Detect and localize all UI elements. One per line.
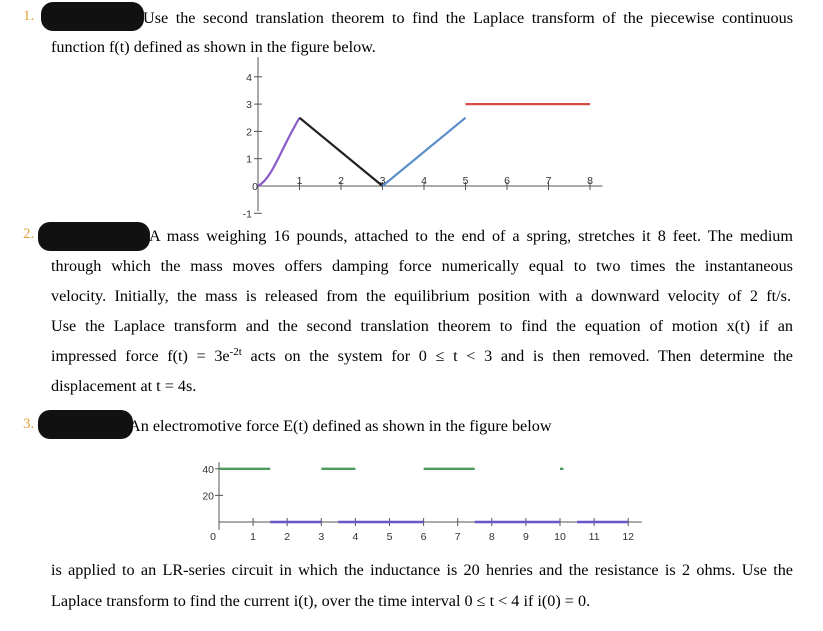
problem-3-number: 3. (23, 416, 35, 432)
problem-3-line-1: An electromotive force E(t) defined as shown in the figure below (129, 417, 552, 435)
x-tick-label: 9 (522, 531, 529, 543)
x-tick-label: 7 (545, 175, 552, 187)
x-tick-label: 0 (252, 181, 258, 193)
problem-1-line-2: function f(t) defined as shown in the figure below. (51, 38, 376, 56)
problem-1-line-1: Use the second translation theorem to find the Laplace transform of the piecewise continuous (143, 9, 793, 27)
x-tick-label: 2 (284, 531, 291, 543)
y-tick-label: 1 (246, 153, 252, 166)
x-tick-label: 5 (386, 531, 393, 543)
x-tick-label: 1 (250, 531, 257, 543)
x-tick-label: 4 (352, 531, 359, 543)
x-tick-label: 3 (379, 175, 386, 187)
x-tick-label: 6 (420, 531, 427, 543)
x-tick-label: 10 (554, 531, 566, 543)
x-tick-label: 6 (504, 175, 510, 187)
y-tick-label: 4 (246, 71, 252, 84)
problem-3-line-2: is applied to an LR-series circuit in which the inductance is 20 henries and the resistance is 2 ohms. Use the (51, 561, 793, 579)
x-tick-label: 12 (622, 531, 635, 543)
y-tick-label: -1 (242, 208, 252, 221)
x-tick-label: 0 (210, 531, 216, 543)
problem-2-line-1: A mass weighing 16 pounds, attached to the end of a spring, stretches it 8 feet. The medium (149, 227, 793, 245)
x-tick-label: 1 (296, 175, 303, 187)
y-tick-label: 2 (246, 126, 252, 139)
y-tick-label: 20 (202, 490, 214, 503)
x-tick-label: 7 (454, 531, 461, 543)
x-tick-label: 8 (488, 531, 495, 543)
problem-2-line-6: displacement at t = 4s. (51, 377, 197, 395)
x-tick-label: 4 (421, 175, 427, 187)
x-tick-label: 5 (462, 175, 469, 187)
problem-2-line-5: impressed force $f(t) = 3e^{-2t}$ acts on the system for 0 ≤ t < 3 and is then removed. Then determine the (51, 346, 793, 365)
problem-2-number: 2. (23, 226, 35, 242)
y-tick-label: 40 (202, 463, 214, 476)
x-tick-label: 8 (587, 175, 593, 187)
y-tick-label: 3 (246, 99, 252, 112)
problem-2-line-4: Use the Laplace transform and the second translation theorem to find the equation of motion x(t) if an (51, 317, 793, 335)
problem-2-line-2: through which the mass moves offers damping force numerically equal to two times the instantaneous (51, 257, 793, 275)
problem-3-line-3: Laplace transform to find the current i(t), over the time interval 0 ≤ t < 4 if i(0) = 0. (51, 592, 591, 610)
x-tick-label: 11 (588, 531, 600, 543)
x-tick-label: 3 (318, 531, 325, 543)
problem-2-line-3: velocity. Initially, the mass is released from the equilibrium position with a downward velocity of 2 ft/s. (51, 287, 791, 305)
problem-1-number: 1. (23, 8, 35, 24)
x-tick-label: 2 (338, 175, 344, 187)
exponent: -2t (229, 346, 242, 358)
